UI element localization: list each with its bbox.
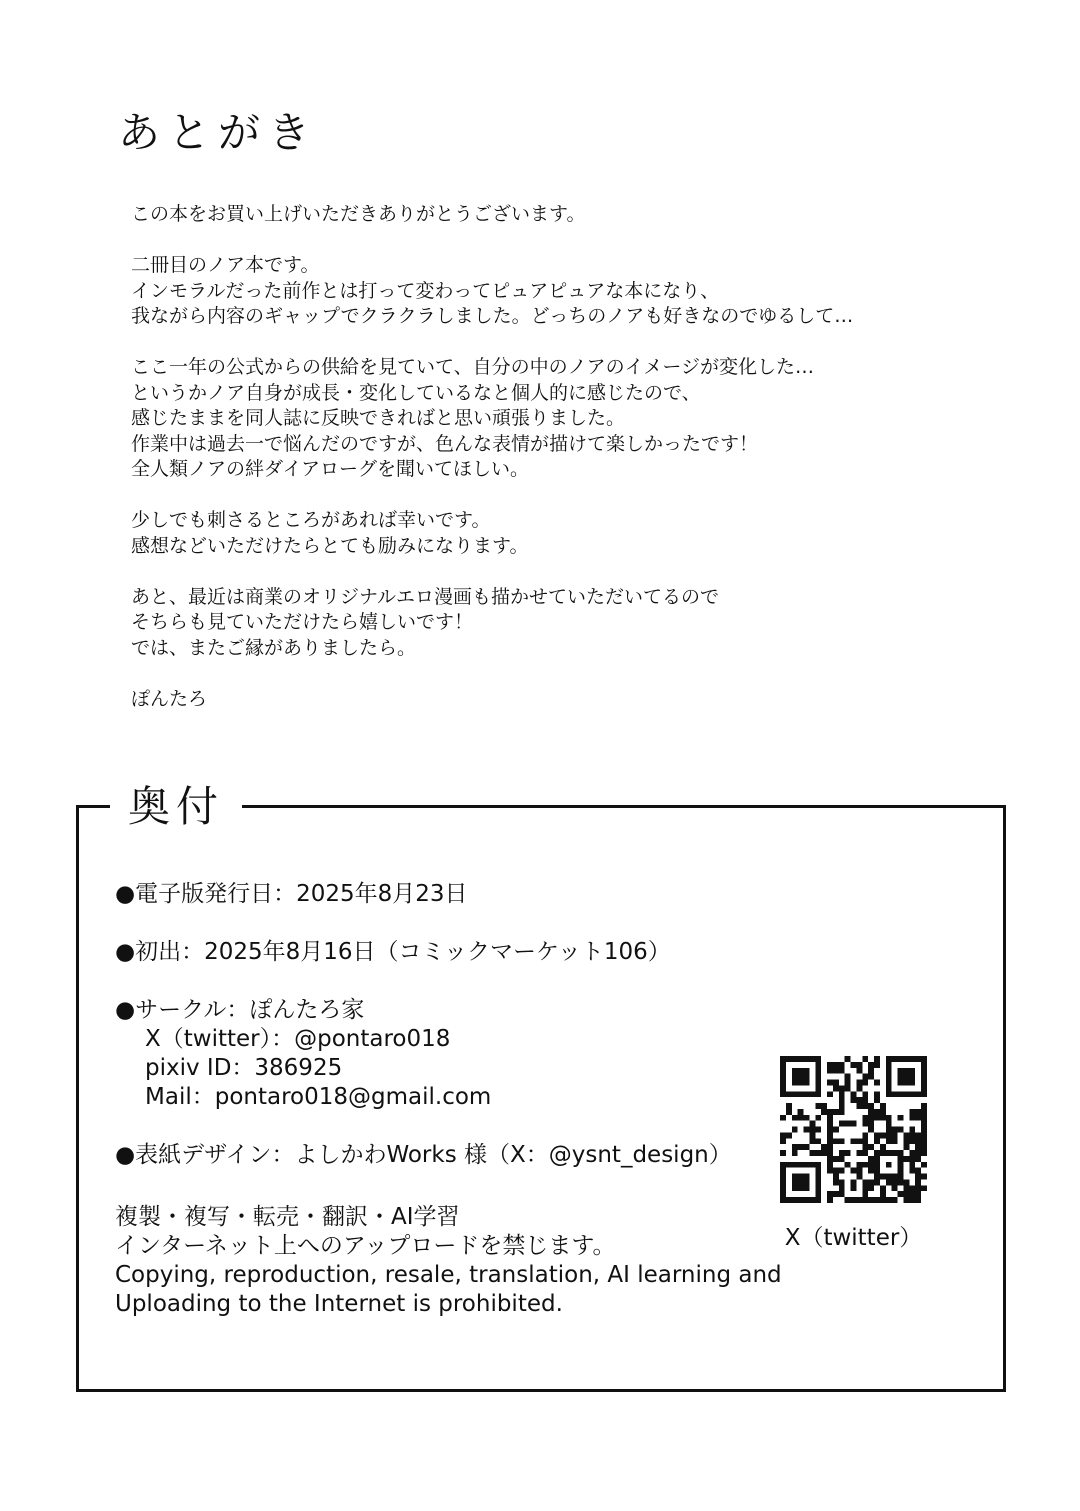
cover-design-credit — [115, 1141, 775, 1170]
afterword-body — [131, 202, 1031, 712]
circle-info — [115, 996, 775, 1112]
cover-design-line: ●表紙デザイン：よしかわWorks 様（X：@ysnt_design） — [115, 1142, 732, 1168]
afterword-line: 感じたままを同人誌に反映できればと思い頑張りました。 — [131, 407, 626, 429]
colophon-info — [115, 880, 775, 1199]
qr-code-label: X（twitter） — [784, 1225, 923, 1251]
notice-line: Copying, reproduction, resale, translation, AI learning and — [115, 1262, 782, 1288]
afterword-line: では、またご縁がありましたら。 — [131, 636, 417, 659]
afterword-line: 少しでも刺さるところがあれば幸いです。 — [131, 509, 491, 531]
circle-name: ●サークル：ぽんたろ家 — [115, 997, 365, 1023]
pixiv-id: pixiv ID：386925 — [145, 1055, 343, 1081]
afterword-line: そちらも見ていただけたら嬉しいです！ — [131, 611, 474, 633]
colophon-title: 奥付 — [110, 782, 242, 832]
first-release-date — [115, 938, 775, 967]
mail-address: Mail：pontaro018@gmail.com — [145, 1084, 492, 1110]
qr-code-icon[interactable] — [780, 1056, 927, 1203]
afterword-line: あと、最近は商業のオリジナルエロ漫画も描かせていただいてるので — [131, 585, 720, 608]
afterword-line: 二冊目のノア本です。 — [131, 254, 320, 276]
author-signature: ぽんたろ — [131, 687, 208, 710]
notice-line: Uploading to the Internet is prohibited. — [115, 1291, 563, 1317]
afterword-line: 全人類ノアの絆ダイアローグを聞いてほしい。 — [131, 458, 530, 480]
notice-line: インターネット上へのアップロードを禁じます。 — [115, 1233, 616, 1259]
afterword-line: 我ながら内容のギャップでクラクラしました。どっちのノアも好きなのでゆるして… — [131, 305, 854, 327]
afterword-paragraph-2 — [131, 253, 1031, 330]
copyright-notice — [115, 1203, 795, 1319]
first-release-line: ●初出：2025年8月16日（コミックマーケット106） — [115, 939, 671, 965]
afterword-line: ここ一年の公式からの供給を見ていて、自分の中のノアのイメージが変化した… — [131, 356, 815, 378]
afterword-line: この本をお買い上げいただきありがとうございます。 — [131, 203, 586, 225]
twitter-handle: X（twitter）：@pontaro018 — [145, 1026, 451, 1052]
afterword-line: 感想などいただけたらとても励みになります。 — [131, 534, 529, 557]
afterword-title: あとがき — [118, 108, 319, 157]
afterword-paragraph-1 — [131, 202, 1031, 228]
afterword-line: インモラルだった前作とは打って変わってピュアピュアな本になり、 — [131, 279, 720, 302]
digital-release-date — [115, 880, 775, 909]
afterword-paragraph-3 — [131, 355, 1031, 483]
digital-release-line: ●電子版発行日：2025年8月23日 — [115, 881, 468, 907]
afterword-paragraph-5 — [131, 585, 1031, 662]
afterword-line: というかノア自身が成長・変化しているなと個人的に感じたので、 — [131, 381, 701, 404]
notice-line: 複製・複写・転売・翻訳・AI学習 — [115, 1204, 460, 1230]
afterword-line: 作業中は過去一で悩んだのですが、色んな表情が描けて楽しかったです！ — [131, 432, 759, 455]
afterword-paragraph-4 — [131, 508, 1031, 559]
